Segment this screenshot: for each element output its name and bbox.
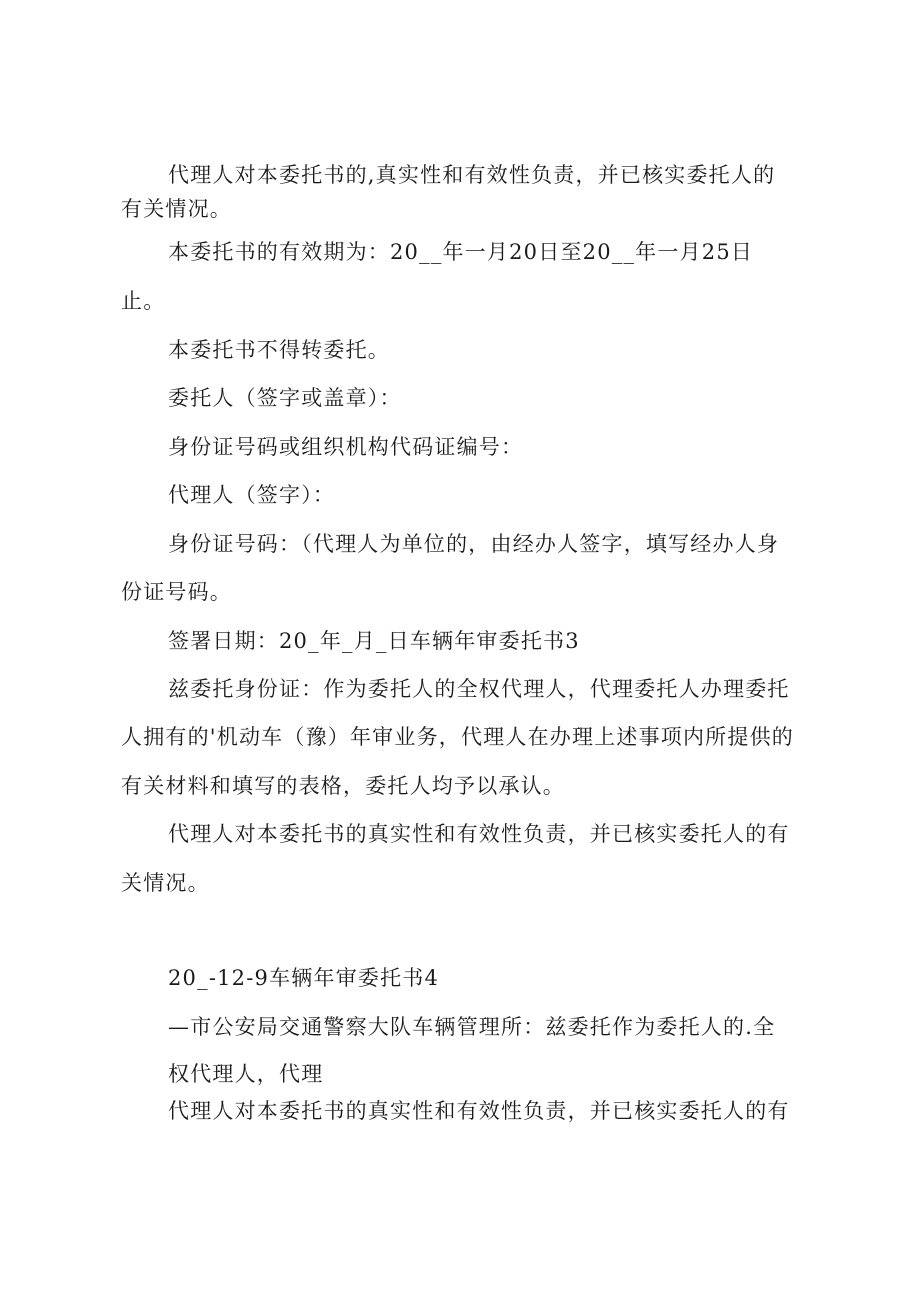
paragraph-line: 20_-12-9车辆年审委托书4: [168, 966, 440, 990]
paragraph-line: 人拥有的'机动车（豫）年审业务，代理人在办理上述事项内所提供的: [121, 725, 794, 749]
paragraph-line: 有关材料和填写的表格，委托人均予以承认。: [121, 774, 565, 798]
paragraph-line: 代理人对本委托书的真实性和有效性负责，并已核实委托人的有: [168, 822, 790, 846]
paragraph-line: 身份证号码：（代理人为单位的，由经办人签字，填写经办人身: [168, 532, 780, 556]
paragraph-line: —市公安局交通警察大队车辆管理所：兹委托作为委托人的.全: [168, 1015, 776, 1039]
paragraph-line: 本委托书的有效期为：20__年一月20日至20__年一月25日: [168, 240, 754, 264]
paragraph-line: 委托人（签字或盖章）：: [168, 386, 402, 410]
paragraph-line: 止。: [121, 289, 166, 313]
paragraph-line: 兹委托身份证：作为委托人的全权代理人，代理委托人办理委托: [168, 677, 790, 701]
paragraph-line: 权代理人，代理: [168, 1062, 324, 1086]
paragraph-line: 有关情况。: [121, 197, 232, 221]
paragraph-line: 身份证号码或组织机构代码证编号：: [168, 435, 524, 459]
paragraph-line: 签署日期：20_年_月_日车辆年审委托书3: [168, 629, 580, 653]
paragraph-line: 份证号码。: [121, 580, 232, 604]
paragraph-line: 代理人对本委托书的,真实性和有效性负责，并已核实委托人的: [168, 163, 776, 187]
paragraph-line: 关情况。: [121, 871, 210, 895]
paragraph-line: 代理人（签字）：: [168, 483, 336, 507]
paragraph-line: 代理人对本委托书的真实性和有效性负责，并已核实委托人的有: [168, 1099, 790, 1123]
paragraph-line: 本委托书不得转委托。: [168, 338, 390, 362]
